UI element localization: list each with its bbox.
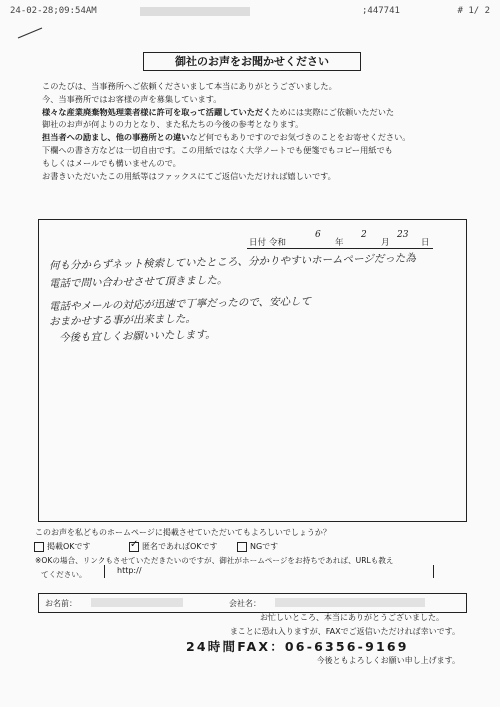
fax-number-header: ;447741 xyxy=(362,6,400,16)
intro-line-segment: 御社のお声が何よりの力となり、また私たちの今後の参考となります。 xyxy=(42,119,304,130)
intro-text xyxy=(42,80,472,182)
fax-timestamp: 24-02-28;09:54AM xyxy=(10,6,97,16)
consent-options xyxy=(34,541,334,553)
date-year: 6 xyxy=(315,230,321,240)
fax-page: # 1/ 2 xyxy=(457,6,490,16)
date-month-unit: 月 xyxy=(381,238,390,248)
intro-line-segment: もしくはメールでも構いませんので。 xyxy=(42,157,181,168)
intro-line-segment: 様々な産業廃棄物処理業者様に許可を取って活躍していただく xyxy=(42,106,272,117)
intro-line-segment: ためには実際にご依頼いただいた xyxy=(271,106,395,117)
company-label: 会社名： xyxy=(229,599,261,608)
name-company-row xyxy=(38,593,467,613)
url-prefix: http:// xyxy=(117,566,142,575)
intro-line-segment: など何でもありですのでお気づきのことをお寄せください。 xyxy=(189,132,411,143)
intro-line xyxy=(42,144,472,157)
intro-line xyxy=(42,131,472,144)
message-box[interactable] xyxy=(38,219,467,522)
pen-stroke-mark xyxy=(16,26,46,40)
intro-line xyxy=(42,157,472,170)
intro-line-segment: 担当者への励まし、他の事務所との違い xyxy=(42,132,190,143)
redacted-sender xyxy=(140,7,250,16)
option-ng[interactable] xyxy=(237,541,278,552)
intro-line xyxy=(42,93,472,106)
intro-line-segment: 下欄への書き方などは一切自由です。この用紙ではなく大学ノートでも便箋でもコピー用紙でも xyxy=(42,144,393,155)
url-note-line-2: てください。 xyxy=(41,570,87,579)
option-ng-label: NGです xyxy=(250,542,279,551)
url-note-line-1: ※OKの場合、リンクもさせていただきたいのですが、御社がホームページをお持ちであれば、URLも教え xyxy=(35,556,394,565)
checkbox-ok[interactable] xyxy=(34,542,44,552)
message-line-4: おまかせする事が出来ました。 xyxy=(48,312,197,328)
date-era: 令和 xyxy=(269,238,287,248)
redacted-company xyxy=(275,598,425,607)
form-title: 御社のお声をお聞かせください xyxy=(143,52,361,71)
option-ok-label: 掲載OKです xyxy=(47,542,91,551)
date-day: 23 xyxy=(397,230,409,240)
fax-number: 24時間FAX：06-6356-9169 xyxy=(186,639,409,654)
intro-line xyxy=(42,170,472,183)
message-line-1: 何も分からずネット検索していたところ、分かりやすいホームページだった為 xyxy=(48,252,416,272)
message-line-3: 電話やメールの対応が迅速で丁寧だったので、安心して xyxy=(48,295,312,313)
date-year-unit: 年 xyxy=(335,238,344,248)
intro-line xyxy=(42,80,472,93)
intro-line-segment: 今、当事務所ではお客様の声を募集しています。 xyxy=(42,93,222,104)
checkbox-ng[interactable] xyxy=(237,542,247,552)
option-anonymous-label: 匿名であればOKです xyxy=(142,542,218,551)
thanks-line-1: お忙しいところ、本当にありがとうございました。 xyxy=(260,613,444,622)
date-label: 日付 xyxy=(249,238,267,248)
redacted-name xyxy=(91,598,183,607)
intro-line-segment: このたびは、当事務所へご依頼くださいまして本当にありがとうございました。 xyxy=(42,81,337,91)
checkbox-anonymous[interactable] xyxy=(129,542,139,552)
date-month: 2 xyxy=(361,230,367,240)
message-line-2: 電話で問い合わせさせて頂きました。 xyxy=(48,274,228,290)
name-label: お名前： xyxy=(45,599,77,608)
consent-question: このお声を私どものホームページに掲載させていただいてもよろしいでしょうか？ xyxy=(35,528,331,537)
closing-line: 今後ともよろしくお願い申し上げます。 xyxy=(316,656,460,665)
intro-line xyxy=(42,106,472,119)
date-day-unit: 日 xyxy=(421,238,430,248)
option-ok[interactable] xyxy=(34,541,91,552)
fax-header xyxy=(10,6,490,18)
intro-line xyxy=(42,118,472,131)
date-underline xyxy=(247,248,433,249)
option-anonymous[interactable] xyxy=(129,541,218,552)
intro-line-segment: お書きいただいたこの用紙等はファックスにてご返信いただければ嬉しいです。 xyxy=(42,170,336,181)
url-field[interactable] xyxy=(104,565,434,578)
message-line-5: 今後も宜しくお願いいたします。 xyxy=(58,328,216,344)
thanks-line-2: まことに恐れ入りますが、FAXでご返信いただければ幸いです。 xyxy=(229,627,460,636)
